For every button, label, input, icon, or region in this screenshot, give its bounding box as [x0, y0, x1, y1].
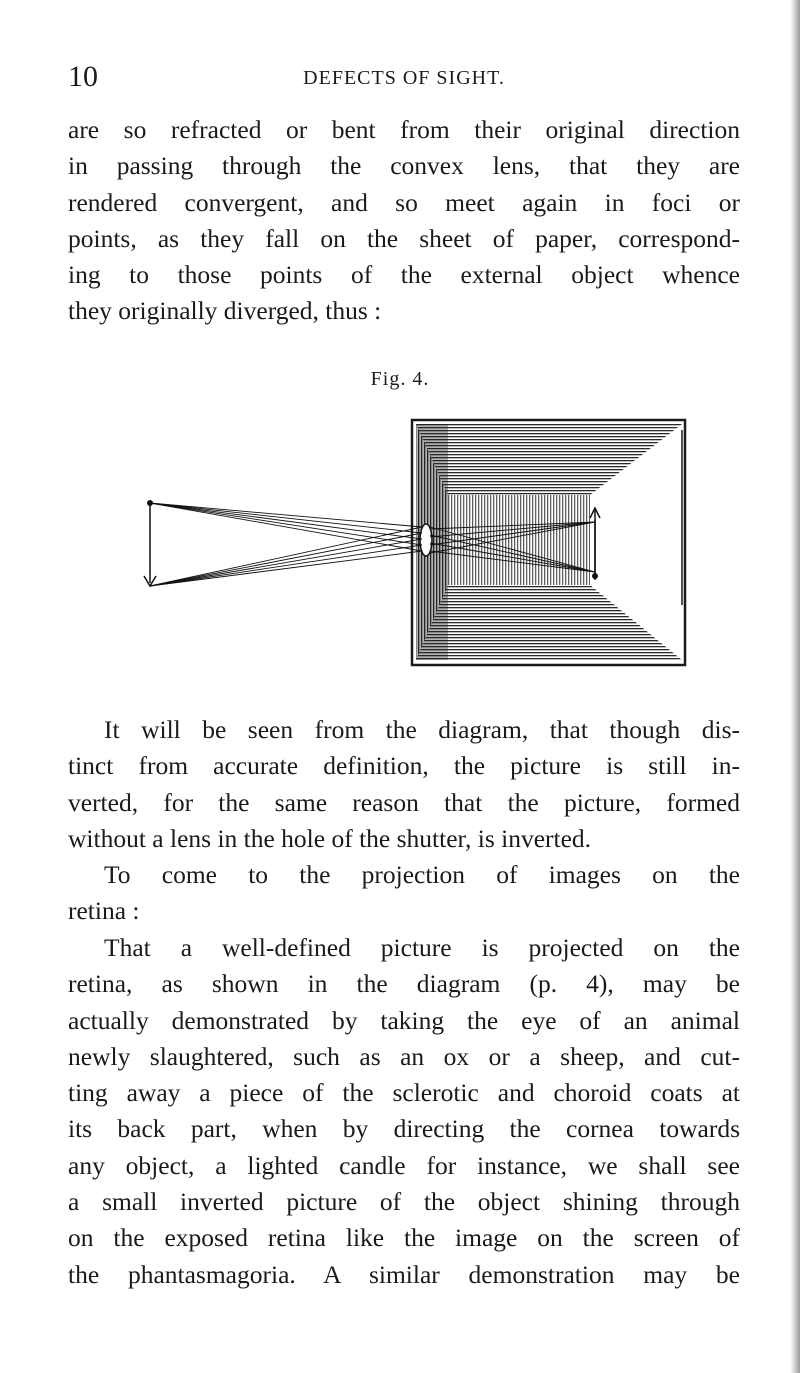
- figure-camera-lens-diagram: [130, 400, 700, 670]
- text-line: retina :: [68, 896, 140, 926]
- text-line: retina, as shown in the diagram (p. 4), may be: [68, 969, 740, 999]
- text-line: ing to those points of the external object whence: [68, 260, 740, 290]
- paragraph-1: [68, 112, 740, 330]
- text-line: are so refracted or bent from their original direction: [68, 115, 740, 144]
- text-line: That a well-defined picture is projected on the: [104, 933, 740, 962]
- text-line: tinct from accurate definition, the picture is still in-: [68, 751, 740, 781]
- box-top-wall: [416, 424, 682, 495]
- text-line: newly slaughtered, such as an ox or a sheep, and cut-: [68, 1041, 740, 1071]
- text-line: they originally diverged, thus :: [68, 296, 382, 326]
- running-head: DEFECTS OF SIGHT.: [303, 67, 505, 89]
- paragraph-4: [68, 930, 740, 1293]
- paragraph-3: [68, 857, 740, 930]
- text-line: in passing through the convex lens, that they are: [68, 151, 740, 181]
- incoming-rays: [150, 503, 422, 586]
- text-line: on the exposed retina like the image on the screen of: [68, 1223, 740, 1253]
- paragraph-2: [68, 712, 740, 857]
- text-line: any object, a lighted candle for instance, we shall see: [68, 1150, 740, 1180]
- text-line: actually demonstrated by taking the eye of an animal: [68, 1005, 740, 1035]
- text-line: rendered convergent, and so meet again in foci or: [68, 187, 740, 217]
- text-line: It will be seen from the diagram, that though dis-: [104, 715, 740, 744]
- text-line: To come to the projection of images on the: [104, 860, 740, 889]
- text-line: its back part, when by directing the cornea towards: [68, 1114, 740, 1144]
- figure-label: Fig. 4.: [370, 368, 430, 390]
- page-edge-shadow: [790, 0, 800, 1373]
- text-line: verted, for the same reason that the picture, formed: [68, 787, 740, 817]
- box-back-wall: [448, 495, 590, 585]
- text-line: ting away a piece of the sclerotic and choroid coats at: [68, 1078, 740, 1108]
- text-line: the phantasmagoria. A similar demonstration may be: [68, 1259, 740, 1289]
- page-header: [68, 60, 740, 94]
- text-line: without a lens in the hole of the shutter, is inverted.: [68, 823, 592, 853]
- page-number: 10: [68, 60, 98, 93]
- image-arrow-tip: [592, 573, 598, 579]
- text-line: a small inverted picture of the object shining through: [68, 1187, 740, 1217]
- box-bottom-wall: [416, 585, 682, 660]
- text-line: points, as they fall on the sheet of paper, correspond-: [68, 223, 740, 253]
